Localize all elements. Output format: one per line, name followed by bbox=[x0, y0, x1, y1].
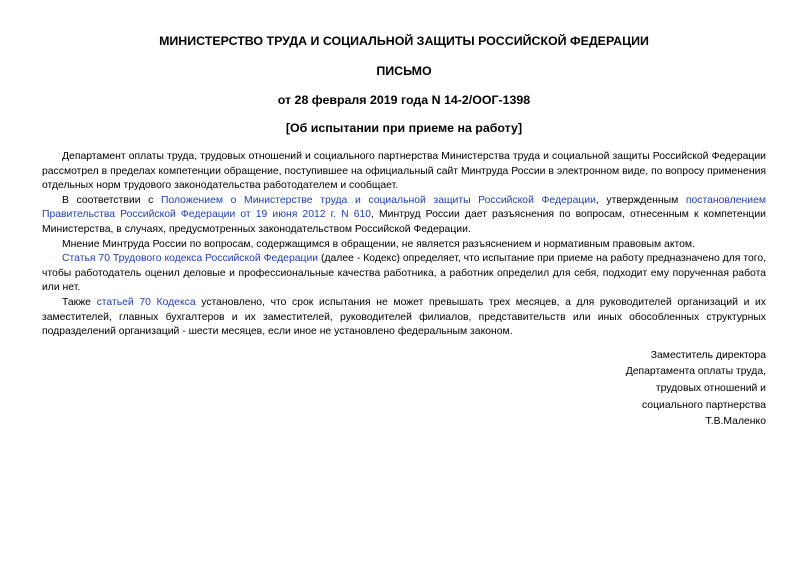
document-type: ПИСЬМО bbox=[376, 64, 432, 78]
document-date-number: от 28 февраля 2019 года N 14-2/ООГ-1398 bbox=[277, 93, 531, 107]
link-government-decree[interactable]: постановлением Правительства Российской Федерации от 19 июня 2012 г. N 610 bbox=[42, 194, 766, 221]
signer-position-line-2: Департамента оплаты труда, bbox=[625, 366, 766, 378]
paragraph-2 bbox=[42, 194, 766, 238]
document-body bbox=[42, 150, 766, 340]
link-code-article-70[interactable]: статьей 70 Кодекса bbox=[96, 296, 196, 308]
paragraph-5-text-end: установлено, что срок испытания не может превышать трех месяцев, а для руководителей организаций и их заместителей, главных бухгалтеров и их заместителей, руководителей филиалов, представительств или иных обособленных структурных подразделений организаций - шести месяцев, если иное не установлено федеральным законом. bbox=[42, 296, 766, 338]
paragraph-5 bbox=[42, 296, 766, 340]
paragraph-1: Департамент оплаты труда, трудовых отношений и социального партнерства Министерства труда и социальной защиты Российской Федерации рассмотрел в пределах компетенции обращение, поступившее на официальный сайт Минтруда России в электронном виде, по вопросу применения отдельных норм трудового законодательства работодателем и сообщает. bbox=[42, 151, 766, 192]
paragraph-4 bbox=[42, 252, 766, 296]
paragraph-3: Мнение Минтруда России по вопросам, содержащимся в обращении, не является разъяснением и нормативным правовым актом. bbox=[62, 238, 695, 250]
link-labor-code-article-70[interactable]: Статья 70 Трудового кодекса Российской Федерации bbox=[62, 253, 319, 265]
link-ministry-regulation[interactable]: Положением о Министерстве труда и социальной защиты Российской Федерации bbox=[160, 194, 596, 206]
issuing-organization: МИНИСТЕРСТВО ТРУДА И СОЦИАЛЬНОЙ ЗАЩИТЫ РОССИЙСКОЙ ФЕДЕРАЦИИ bbox=[159, 34, 649, 48]
paragraph-5-text-start: Также bbox=[62, 296, 97, 308]
signer-name: Т.В.Маленко bbox=[705, 416, 766, 428]
document-subject: [Об испытании при приеме на работу] bbox=[285, 121, 523, 135]
signature-block bbox=[42, 348, 766, 431]
paragraph-2-text-start: В соответствии с bbox=[62, 194, 161, 206]
paragraph-2-text-mid: , утвержденным bbox=[595, 194, 686, 206]
signer-position-line-1: Заместитель директора bbox=[650, 349, 766, 361]
paragraph-2-text-end: , Минтруд России дает разъяснения по вопросам, отнесенным к компетенции Министерства, в случаях, предусмотренных законодательством Российской Федерации. bbox=[42, 209, 766, 235]
signer-position-line-3: трудовых отношений и bbox=[655, 382, 766, 394]
paragraph-4-text: (далее - Кодекс) определяет, что испытание при приеме на работу предназначено для того, чтобы работодатель оценил деловые и профессиональные качества работника, а работник определил для себя, подходит ему порученная работа или нет. bbox=[42, 253, 767, 294]
document-page bbox=[42, 34, 766, 431]
signer-position-line-4: социального партнерства bbox=[642, 399, 766, 411]
